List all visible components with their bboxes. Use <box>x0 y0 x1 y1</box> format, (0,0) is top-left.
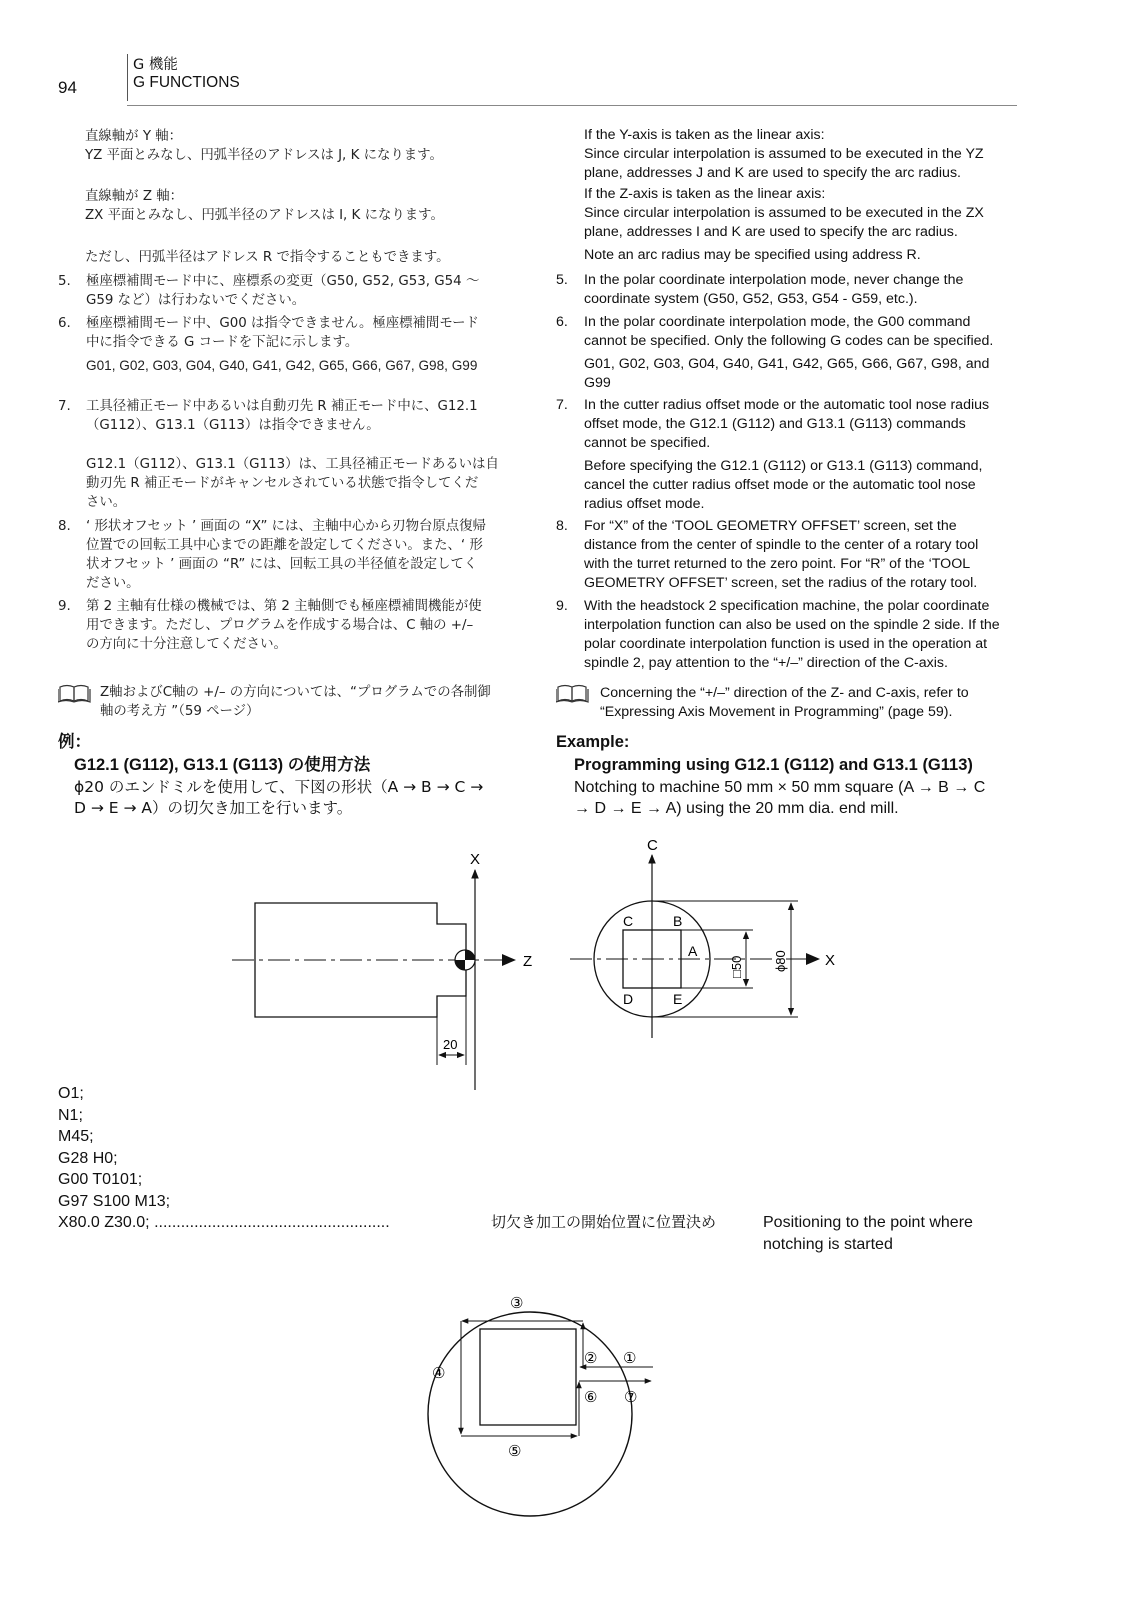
left-example-desc <box>74 777 534 819</box>
dim-80-label: ϕ80 <box>773 950 788 972</box>
right-para-y-axis-line: Since circular interpolation is assumed to be executed in the YZ <box>584 146 984 162</box>
left-para-y-axis-text: YZ 平面とみなし、円弧半径のアドレスは J, K になります。 <box>85 148 443 163</box>
right-para-y-axis <box>584 126 1024 183</box>
dim-20-label: 20 <box>443 1037 458 1052</box>
left-para-arc-radius: ただし、円弧半径はアドレス R で指令することもできます。 <box>85 250 450 265</box>
left-item-8-line: 状オフセット ’ 画面の “R” には、回転工具の半径値を設定してく <box>86 557 478 572</box>
right-para-z-axis <box>584 185 1024 242</box>
z-axis-label: Z <box>523 953 533 970</box>
step-marker-3: ③ <box>510 1295 524 1312</box>
program-line: G28 H0; <box>58 1149 118 1167</box>
left-item-7-cont-line: G12.1（G112）、G13.1（G113）は、工具径補正モードあるいは自 <box>86 457 499 472</box>
right-para-y-axis-line: plane, addresses J and K are used to specify the arc radius. <box>584 165 961 181</box>
left-item-6-line: 極座標補間モード中、G00 は指令できません。極座標補間モード <box>86 316 479 331</box>
right-item-7-line: cannot be specified. <box>584 435 711 451</box>
program-line: O1; <box>58 1085 84 1102</box>
right-note-line: “Expressing Axis Movement in Programming” (page 59). <box>600 704 953 720</box>
right-item-7-line: offset mode, the G12.1 (G112) and G13.1 (G113) commands <box>584 416 966 432</box>
x-axis-arrowhead <box>806 953 820 965</box>
left-item-5-line: G59 など）は行わないでください。 <box>86 293 306 308</box>
left-item-8 <box>58 517 538 593</box>
left-item-7-continued <box>58 455 538 512</box>
right-item-6-line: G01, G02, G03, G04, G40, G41, G42, G65, G66, G67, G98, and <box>584 356 990 372</box>
program-line: M45; <box>58 1128 94 1145</box>
right-item-9-number: 9. <box>556 598 568 614</box>
right-para-arc-radius: Note an arc radius may be specified using address R. <box>584 247 921 263</box>
left-item-8-line: 位置での回転工具中心までの距離を設定してください。また、‘ 形 <box>86 538 483 553</box>
left-example-desc-line: ϕ20 のエンドミルを使用して、下図の形状（A → B → C → <box>74 778 484 796</box>
program-comment-en-line: Positioning to the point where <box>763 1214 973 1231</box>
origin-symbol <box>455 950 475 970</box>
right-example-desc-line: Notching to machine 50 mm × 50 mm square (A → B → C <box>574 779 986 796</box>
right-item-5 <box>556 271 1026 309</box>
program-line: G97 S100 M13; <box>58 1192 171 1210</box>
right-example-desc <box>574 777 1034 819</box>
right-item-6-line: G99 <box>584 375 611 391</box>
workpiece-side-view-diagram <box>230 850 550 1100</box>
right-para-z-axis-line: plane, addresses I and K are used to specify the arc radius. <box>584 224 958 240</box>
left-example-title: G12.1 (G112), G13.1 (G113) の使用方法 <box>74 756 371 774</box>
tool-path-diagram <box>420 1295 680 1540</box>
x-axis-label: X <box>470 851 481 868</box>
left-para-z-axis <box>85 187 535 225</box>
right-item-9-line: interpolation function can also be used on the spindle 2 side. If the <box>584 617 1000 633</box>
left-para-z-axis-text: ZX 平面とみなし、円弧半径のアドレスは I, K になります。 <box>85 208 444 223</box>
c-axis-label: C <box>647 840 658 854</box>
program-comment-en-line: notching is started <box>763 1235 893 1253</box>
step-marker-1: ① <box>623 1350 637 1367</box>
right-note-line: Concerning the “+/–” direction of the Z- and C-axis, refer to <box>600 685 969 701</box>
program-line: N1; <box>58 1106 83 1124</box>
right-item-8-line: GEOMETRY OFFSET’ screen, set the radius of the rotary tool. <box>584 575 978 591</box>
left-item-7-line: （G112）、G13.1（G113）は指令できません。 <box>86 418 380 433</box>
right-item-8-line: with the turret returned to the zero point. For “R” of the ‘TOOL <box>584 556 971 572</box>
left-item-9-number: 9. <box>58 599 71 614</box>
left-item-8-line: ‘ 形状オフセット ’ 画面の “X” には、主軸中心から刃物台原点復帰 <box>86 519 486 534</box>
left-item-7-cont-line: さい。 <box>86 495 127 510</box>
x-axis-label: X <box>825 952 836 969</box>
end-view-square-diagram <box>570 840 850 1045</box>
book-icon <box>556 683 590 703</box>
right-item-8-line: distance from the center of spindle to the center of a rotary tool <box>584 537 979 553</box>
left-item-5 <box>58 272 538 310</box>
right-item-8-line: For “X” of the ‘TOOL GEOMETRY OFFSET’ screen, set the <box>584 518 957 534</box>
left-item-5-number: 5. <box>58 274 71 289</box>
left-note <box>100 683 540 721</box>
step-marker-5: ⑤ <box>508 1443 522 1460</box>
right-item-6 <box>556 313 1026 393</box>
workpiece-circle <box>428 1312 632 1516</box>
step-marker-4: ④ <box>432 1365 446 1382</box>
left-note-line: Z軸およびC軸の +/– の方向については、“プログラムでの各制御 <box>100 685 491 700</box>
right-item-9-line: spindle 2, pay attention to the “+/–” direction of the C-axis. <box>584 655 948 671</box>
point-b-label: B <box>673 913 683 929</box>
right-item-9-line: With the headstock 2 specification machine, the polar coordinate <box>584 598 990 614</box>
left-item-9-line: の方向に十分注意してください。 <box>86 637 287 652</box>
right-example-label: Example: <box>556 733 630 751</box>
left-item-8-number: 8. <box>58 519 71 534</box>
left-item-7 <box>58 397 538 435</box>
left-item-5-line: 極座標補間モード中に、座標系の変更（G50, G52, G53, G54 ～ <box>86 274 480 289</box>
step-marker-6: ⑥ <box>584 1389 598 1406</box>
header-rule <box>127 105 1017 106</box>
right-item-6-line: cannot be specified. Only the following G codes can be specified. <box>584 333 994 349</box>
right-note <box>600 684 1020 722</box>
left-item-6 <box>58 314 538 375</box>
left-para-y-axis-heading: 直線軸が Y 軸： <box>85 129 183 144</box>
left-item-6-line: 中に指令できる G コードを下記に示します。 <box>86 335 359 350</box>
left-item-7-cont-line: 動刃先 R 補正モードがキャンセルされている状態で指令してくだ <box>86 476 479 491</box>
right-item-7-cont-line: Before specifying the G12.1 (G112) or G13.1 (G113) command, <box>584 458 983 474</box>
left-item-8-line: ださい。 <box>86 576 140 591</box>
left-item-7-line: 工具径補正モード中あるいは自動刃先 R 補正モード中に、G12.1 <box>86 399 478 414</box>
program-listing <box>58 1083 458 1212</box>
right-item-5-line: In the polar coordinate interpolation mode, never change the <box>584 272 964 288</box>
right-item-8-number: 8. <box>556 518 568 534</box>
left-para-y-axis <box>85 127 535 165</box>
right-item-6-number: 6. <box>556 314 568 330</box>
program-comment-jp: 切欠き加工の開始位置に位置決め <box>491 1213 717 1231</box>
right-item-7-line: In the cutter radius offset mode or the automatic tool nose radius <box>584 397 990 413</box>
left-item-6-line: G01, G02, G03, G04, G40, G41, G42, G65, G66, G67, G98, G99 <box>86 358 478 373</box>
left-example-desc-line: D → E → A）の切欠き加工を行います。 <box>74 799 353 817</box>
right-example-desc-line: → D → E → A) using the 20 mm dia. end mill. <box>574 800 899 817</box>
right-item-7-continued <box>556 457 1026 514</box>
left-note-line: 軸の考え方 ”（59 ページ） <box>100 704 260 719</box>
right-para-y-axis-heading: If the Y-axis is taken as the linear axis: <box>584 127 825 143</box>
right-para-z-axis-line: Since circular interpolation is assumed to be executed in the ZX <box>584 205 984 221</box>
right-example-title: Programming using G12.1 (G112) and G13.1 (G113) <box>574 756 973 774</box>
right-item-7-cont-line: radius offset mode. <box>584 496 705 512</box>
right-item-9 <box>556 597 1026 673</box>
left-item-9 <box>58 597 538 654</box>
header-title-jp: G 機能 <box>133 57 178 73</box>
right-item-7-number: 7. <box>556 397 568 413</box>
right-item-8 <box>556 517 1026 593</box>
z-axis-arrowhead <box>502 954 516 966</box>
left-para-z-axis-heading: 直線軸が Z 軸： <box>85 189 184 204</box>
left-item-9-line: 第 2 主軸有仕様の機械では、第 2 主軸側でも極座標補間機能が使 <box>86 599 482 614</box>
dim-50-label: □50 <box>729 955 744 978</box>
left-item-6-number: 6. <box>58 316 71 331</box>
right-item-7 <box>556 396 1026 453</box>
page-number: 94 <box>58 78 77 97</box>
program-comment-en <box>763 1212 1023 1255</box>
left-item-9-line: 用できます。ただし、プログラムを作成する場合は、C 軸の +/– <box>86 618 474 633</box>
right-item-5-number: 5. <box>556 272 568 288</box>
right-para-z-axis-heading: If the Z-axis is taken as the linear axis: <box>584 186 826 202</box>
step-marker-2: ② <box>584 1350 598 1367</box>
right-item-9-line: polar coordinate interpolation function is used in the operation at <box>584 636 988 652</box>
step-marker-7: ⑦ <box>624 1389 638 1406</box>
program-line: G00 T0101; <box>58 1171 143 1188</box>
point-e-label: E <box>673 991 683 1007</box>
left-item-7-number: 7. <box>58 399 71 414</box>
right-item-6-line: In the polar coordinate interpolation mode, the G00 command <box>584 314 971 330</box>
point-d-label: D <box>623 991 634 1007</box>
left-example-label: 例： <box>58 732 91 751</box>
header-title-en: G FUNCTIONS <box>133 74 240 91</box>
right-item-7-cont-line: cancel the cutter radius offset mode or the automatic tool nose <box>584 477 976 493</box>
point-c-label: C <box>623 913 634 929</box>
finished-square <box>480 1329 576 1425</box>
right-item-5-line: coordinate system (G50, G52, G53, G54 - G59, etc.). <box>584 291 918 307</box>
program-line-positioning: X80.0 Z30.0; ..................................................... <box>58 1214 390 1231</box>
header-divider-vertical <box>127 54 128 101</box>
point-a-label: A <box>688 943 698 959</box>
book-icon <box>58 683 92 703</box>
